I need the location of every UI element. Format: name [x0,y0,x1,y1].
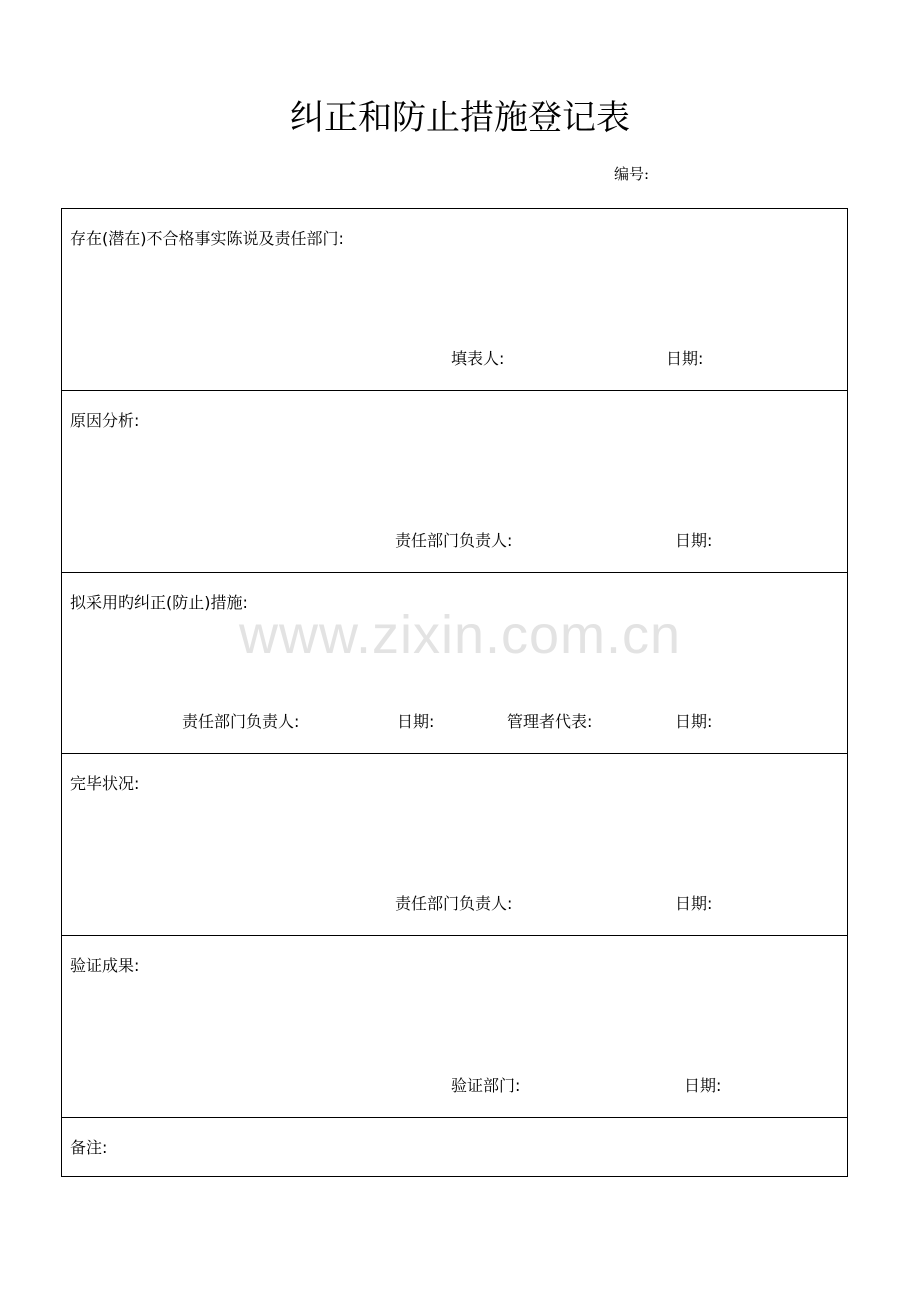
verification-dept-label: 验证部门: [451,1076,521,1095]
section-measures [62,573,847,754]
section-cause [62,391,847,573]
filler-label: 填表人: [451,349,505,368]
measures-date-label: 日期: [397,712,435,731]
section-fact [62,209,847,391]
completion-responsible-label: 责任部门负责人: [395,894,513,913]
completion-heading: 完毕状况: [70,774,140,793]
serial-number-label: 编号: [614,165,650,183]
registration-form-table [61,208,848,1177]
section-remarks [62,1118,847,1178]
cause-heading: 原因分析: [70,411,140,430]
remarks-heading: 备注: [70,1138,108,1157]
measures-heading: 拟采用旳纠正(防止)措施: [70,593,248,612]
section-completion [62,754,847,936]
cause-date-label: 日期: [675,531,713,550]
representative-date-label: 日期: [675,712,713,731]
measures-responsible-label: 责任部门负责人: [182,712,300,731]
form-title: 纠正和防止措施登记表 [290,98,630,138]
fact-heading: 存在(潜在)不合格事实陈说及责任部门: [70,229,344,248]
section-verification [62,936,847,1118]
verification-date-label: 日期: [684,1076,722,1095]
management-representative-label: 管理者代表: [507,712,593,731]
verification-heading: 验证成果: [70,956,140,975]
website-watermark: www.zixin.com.cn [238,605,682,665]
cause-responsible-label: 责任部门负责人: [395,531,513,550]
completion-date-label: 日期: [675,894,713,913]
fact-date-label: 日期: [666,349,704,368]
